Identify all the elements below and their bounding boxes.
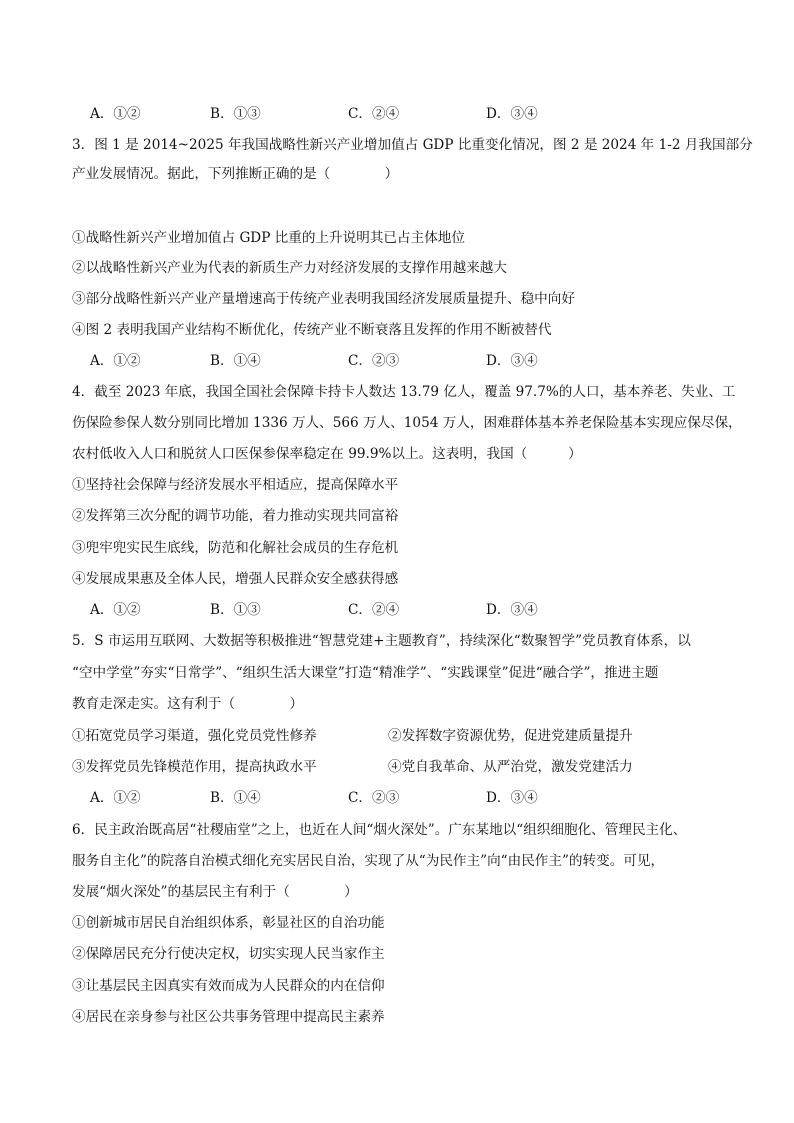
q5-option-c[interactable]: C．②③ <box>348 790 400 806</box>
q3-option-d[interactable]: D．③④ <box>486 353 538 369</box>
q5-option-d[interactable]: D．③④ <box>486 790 538 806</box>
q4-stem-line-3: 农村低收入人口和脱贫人口医保参保率稳定在 99.9%以上。这表明，我国（ ） <box>72 446 582 462</box>
q4-option-b[interactable]: B．①③ <box>210 602 261 618</box>
q6-statement-2: ②保障居民充分行使决定权，切实实现人民当家作主 <box>72 946 385 962</box>
q4-statement-2: ②发挥第三次分配的调节功能，着力推动实现共同富裕 <box>72 508 399 524</box>
q4-stem-line-2: 伤保险参保人数分别同比增加 1336 万人、566 万人、1054 万人，困难群体基本养老保险基本实现应保尽保， <box>72 415 742 431</box>
q5-option-a[interactable]: A．①② <box>90 790 141 806</box>
q3-stem-line-2: 产业发展情况。据此，下列推断正确的是（ ） <box>72 166 399 182</box>
q3-stem-line-1: 3．图 1 是 2014~2025 年我国战略性新兴产业增加值占 GDP 比重变化情况，图 2 是 2024 年 1-2 月我国部分 <box>72 137 753 153</box>
q3-option-b[interactable]: B．①④ <box>210 353 261 369</box>
q5-stem-line-2: “空中学堂”夯实“日常学”、“组织生活大课堂”打造“精准学”、“实践课堂”促进“融合学”，推进主题 <box>72 665 659 681</box>
q6-statement-1: ①创新城市居民自治组织体系，彰显社区的自治功能 <box>72 915 385 931</box>
q4-stem-line-1: 4．截至 2023 年底，我国全国社会保障卡持卡人数达 13.79 亿人，覆盖 97.7%的人口，基本养老、失业、工 <box>72 384 736 400</box>
q4-option-d[interactable]: D．③④ <box>486 602 538 618</box>
q4-option-c[interactable]: C．②④ <box>348 602 400 618</box>
q6-statement-3: ③让基层民主因真实有效而成为人民群众的内在信仰 <box>72 978 385 994</box>
q4-statement-4: ④发展成果惠及全体人民，增强人民群众安全感获得感 <box>72 571 399 587</box>
q2-option-a[interactable]: A．①② <box>90 106 141 122</box>
q5-statements-row-1 <box>72 726 732 746</box>
q3-option-c[interactable]: C．②③ <box>348 353 400 369</box>
q3-statement-4: ④图 2 表明我国产业结构不断优化，传统产业不断衰落且发挥的作用不断被替代 <box>72 322 552 338</box>
q5-statements-row-2 <box>72 757 732 777</box>
q3-statement-1: ①战略性新兴产业增加值占 GDP 比重的上升说明其已占主体地位 <box>72 230 465 246</box>
q5-statement-3: ③发挥党员先锋模范作用，提高执政水平 <box>72 759 317 775</box>
q5-statement-4: ④党自我革命、从严治党，激发党建活力 <box>388 759 633 775</box>
q2-option-b[interactable]: B．①③ <box>210 106 261 122</box>
q6-stem-line-1: 6．民主政治既高居“社稷庙堂”之上，也近在人间“烟火深处”。广东某地以“组织细胞化、管理民主化、 <box>72 822 687 838</box>
q5-option-b[interactable]: B．①④ <box>210 790 261 806</box>
q2-option-d[interactable]: D．③④ <box>486 106 538 122</box>
q5-statement-1: ①拓宽党员学习渠道，强化党员党性修养 <box>72 728 317 744</box>
q5-stem-line-3: 教育走深走实。这有利于（ ） <box>72 696 304 712</box>
q4-option-a[interactable]: A．①② <box>90 602 141 618</box>
q4-statement-1: ①坚持社会保障与经济发展水平相适应，提高保障水平 <box>72 477 399 493</box>
q3-option-a[interactable]: A．①② <box>90 353 141 369</box>
q6-stem-line-3: 发展“烟火深处”的基层民主有利于（ ） <box>72 884 358 900</box>
q6-statement-4: ④居民在亲身参与社区公共事务管理中提高民主素养 <box>72 1009 385 1025</box>
q3-statement-3: ③部分战略性新兴产业产量增速高于传统产业表明我国经济发展质量提升、稳中向好 <box>72 291 575 307</box>
q4-statement-3: ③兜牢兜实民生底线，防范和化解社会成员的生存危机 <box>72 540 399 556</box>
q5-stem-line-1: 5．S 市运用互联网、大数据等积极推进“智慧党建+主题教育”，持续深化“数聚智学”党员教育体系，以 <box>72 633 691 649</box>
q2-option-c[interactable]: C．②④ <box>348 106 400 122</box>
q6-stem-line-2: 服务自主化”的院落自治模式细化充实居民自治，实现了从“为民作主”向“由民作主”的转变。可见， <box>72 853 665 869</box>
q5-statement-2: ②发挥数字资源优势，促进党建质量提升 <box>388 728 633 744</box>
q3-statement-2: ②以战略性新兴产业为代表的新质生产力对经济发展的支撑作用越来越大 <box>72 260 507 276</box>
